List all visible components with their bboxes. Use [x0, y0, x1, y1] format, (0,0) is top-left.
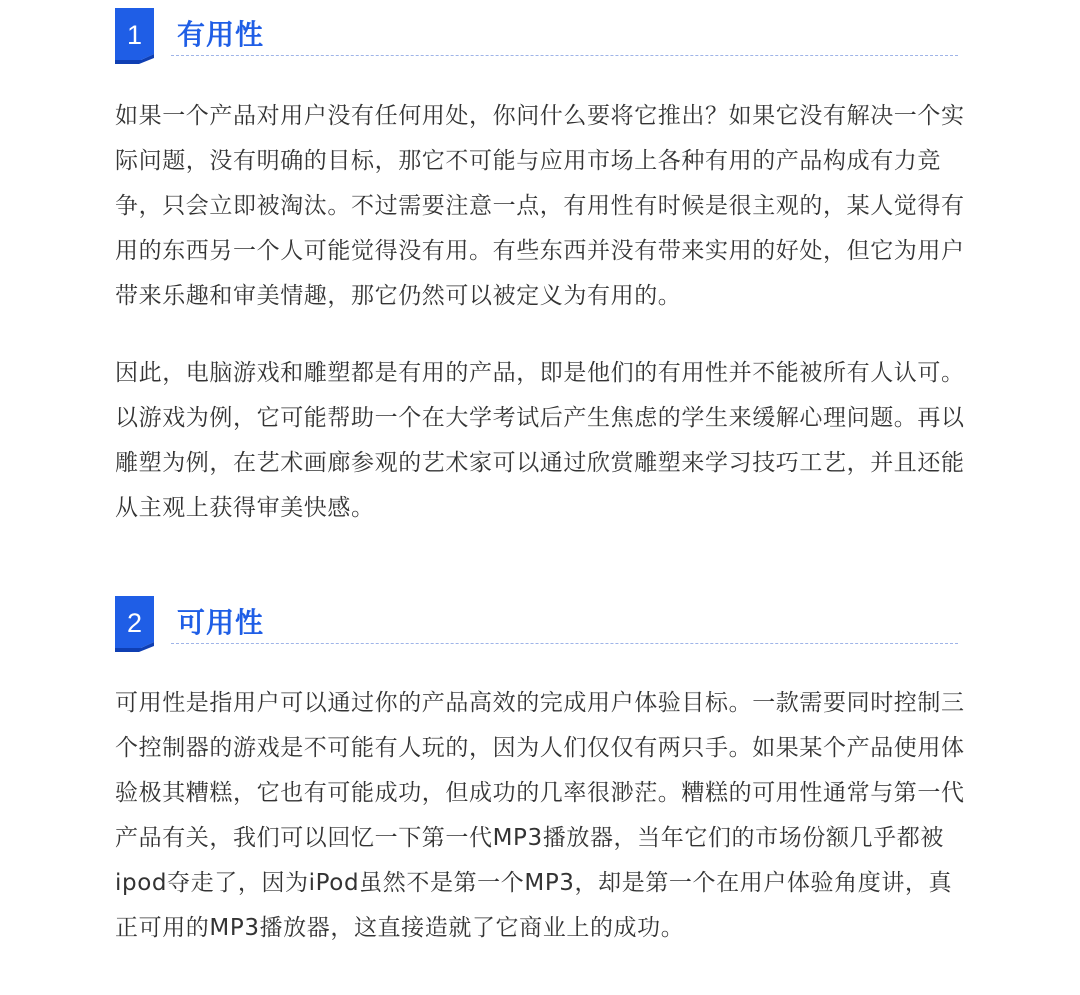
- section-2-number-badge: [115, 596, 154, 652]
- section-1-number: 1: [126, 20, 143, 50]
- section-1-heading: [115, 8, 960, 64]
- section-2-number: 2: [126, 608, 143, 638]
- section-2-heading: [115, 596, 960, 652]
- section-2-divider: [171, 643, 958, 644]
- section-1-divider: [171, 55, 958, 56]
- section-1-paragraph-2: 因此，电脑游戏和雕塑都是有用的产品，即是他们的有用性并不能被所有人认可。以游戏为例，它可能帮助一个在大学考试后产生焦虑的学生来缓解心理问题。再以雕塑为例，在艺术画廊参观的艺术家可以通过欣赏雕塑来学习技巧工艺，并且还能从主观上获得审美快感。: [115, 360, 965, 521]
- section-1-paragraph-1: 如果一个产品对用户没有任何用处，你问什么要将它推出？如果它没有解决一个实际问题，没有明确的目标，那它不可能与应用市场上各种有用的产品构成有力竞争，只会立即被淘汰。不过需要注意一点，有用性有时候是很主观的，某人觉得有用的东西另一个人可能觉得没有用。有些东西并没有带来实用的好处，但它为用户带来乐趣和审美情趣，那它仍然可以被定义为有用的。: [115, 103, 965, 309]
- section-1-title: 有用性: [177, 18, 265, 51]
- section-1-number-badge: [115, 8, 154, 64]
- section-2-title: 可用性: [177, 606, 265, 639]
- section-2-paragraph-1: 可用性是指用户可以通过你的产品高效的完成用户体验目标。一款需要同时控制三个控制器的游戏是不可能有人玩的，因为人们仅仅有两只手。如果某个产品使用体验极其糟糕，它也有可能成功，但成功的几率很渺茫。糟糕的可用性通常与第一代产品有关，我们可以回忆一下第一代MP3播放器，当年它们的市场份额几乎都被ipod夺走了，因为iPod虽然不是第一个MP3，却是第一个在用户体验角度讲，真正可用的MP3播放器，这直接造就了它商业上的成功。: [115, 690, 965, 941]
